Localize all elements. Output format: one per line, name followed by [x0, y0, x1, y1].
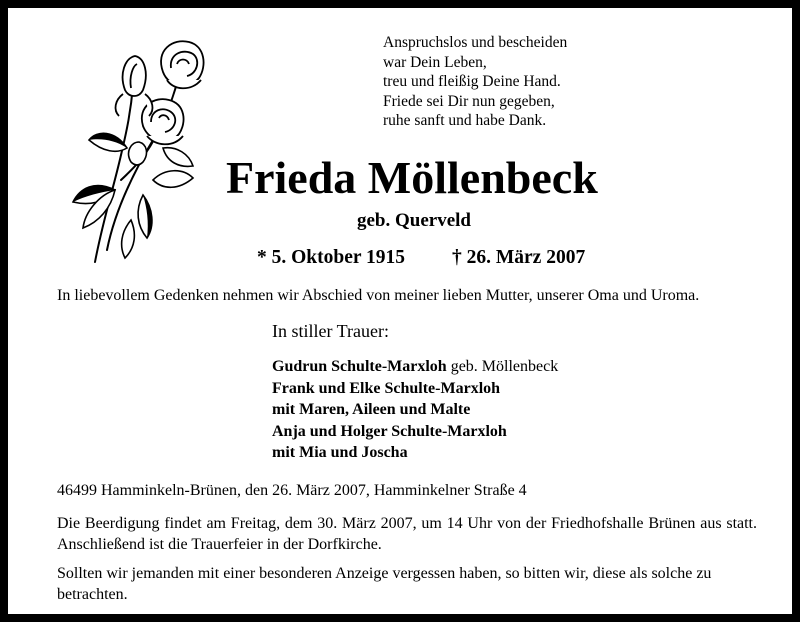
mourner-line: mit Mia und Joscha [272, 444, 408, 461]
mourner-line [272, 356, 558, 378]
mourning-heading: In stiller Trauer: [272, 321, 389, 341]
life-dates [0, 245, 800, 271]
deceased-name: Frieda Möllenbeck [226, 152, 598, 203]
poem-line: Friede sei Dir nun gegeben, [383, 92, 555, 110]
funeral-info: Die Beerdigung findet am Freitag, dem 30. März 2007, um 14 Uhr von der Friedhofshalle Brünen aus statt. Anschließend ist die Trauerfeier in der Dorfkirche. [57, 515, 757, 553]
closing-note: Sollten wir jemanden mit einer besonderen Anzeige vergessen haben, so bitten wir, diese als solche zu betrachten. [57, 565, 712, 603]
rose-illustration [55, 30, 225, 265]
memorial-poem [383, 33, 567, 131]
address-line: 46499 Hamminkeln-Brünen, den 26. März 2007, Hamminkelner Straße 4 [57, 482, 527, 499]
mourner-line: mit Maren, Aileen und Malte [272, 401, 471, 418]
poem-line: treu und fleißig Deine Hand. [383, 73, 561, 90]
maiden-name: geb. Querveld [357, 210, 471, 231]
mourner-line: Frank und Elke Schulte-Marxloh [272, 379, 501, 397]
poem-line: ruhe sanft und habe Dank. [383, 112, 547, 129]
poem-line: war Dein Leben, [383, 53, 487, 71]
mourner-name: Gudrun Schulte-Marxloh [272, 358, 447, 375]
intro-text: In liebevollem Gedenken nehmen wir Abschied von meiner lieben Mutter, unserer Oma und Uroma. [57, 287, 700, 304]
mourners-list [272, 356, 558, 464]
death-date: † 26. März 2007 [452, 247, 586, 268]
poem-line: Anspruchslos und bescheiden [383, 34, 568, 51]
mourner-line: Anja und Holger Schulte-Marxloh [272, 422, 507, 440]
mourner-maiden-name: geb. Möllenbeck [446, 358, 559, 375]
birth-date: * 5. Oktober 1915 [257, 247, 406, 268]
